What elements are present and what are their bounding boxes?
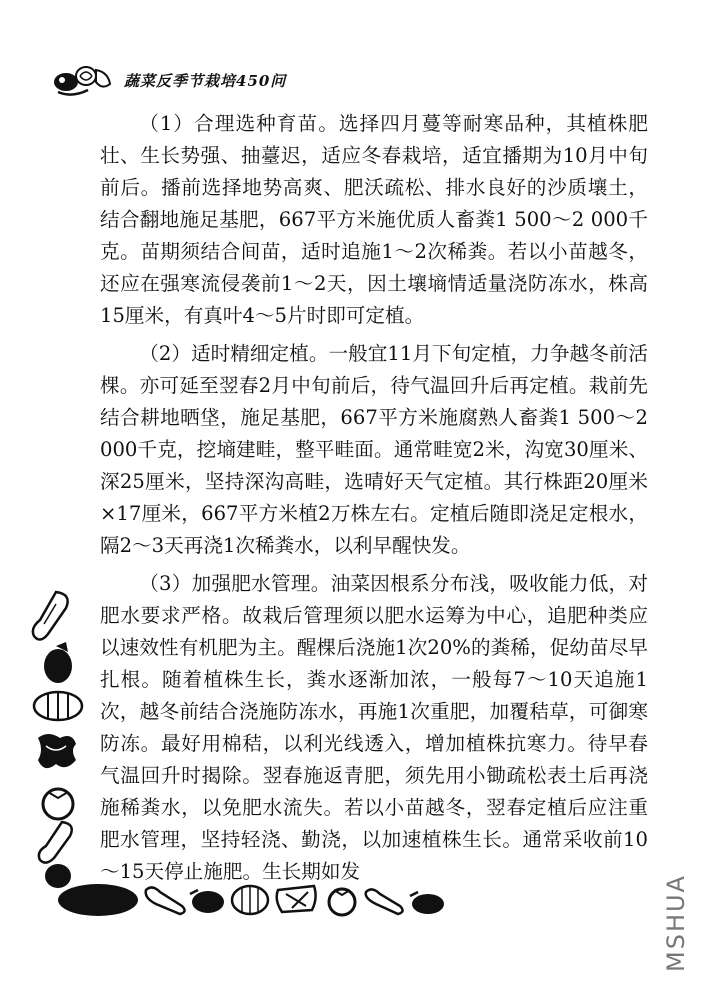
cucumber-icon xyxy=(39,822,72,863)
eggplant-icon xyxy=(410,892,444,914)
eggplant-icon xyxy=(44,642,72,683)
cabbage-icon xyxy=(277,886,316,912)
page-header xyxy=(52,62,452,98)
cabbage-icon xyxy=(38,734,76,768)
cucumber-icon xyxy=(366,889,403,914)
paragraph: （2）适时精细定植。一般宜11月下旬定植，力争越冬前活棵。亦可延至翌春2月中旬前后，待气温回升后再定植。栽前先结合耕地晒垡，施足基肥，667平方米施腐熟人畜粪1 500～2 000千克，挖墒建畦，整平畦面。通常畦宽2米，沟宽30厘米、深25厘米，坚持深沟高畦，选晴好天气定植。其行株距20厘米×17厘米，667平方米植2万株左右。定植后随即浇足定根水，隔2～3天再浇1次稀粪水，以利早醒快发。 xyxy=(100,342,648,557)
bottom-vegetable-decoration xyxy=(56,876,456,922)
book-title: 蔬菜反季节栽培450问 xyxy=(124,71,287,90)
cucumber-icon xyxy=(146,887,185,914)
pumpkin-icon xyxy=(232,886,268,914)
vegetables-logo-icon xyxy=(52,62,116,98)
pumpkin-icon xyxy=(34,692,82,720)
eggplant-icon xyxy=(190,890,224,913)
black-oval-icon xyxy=(58,884,138,916)
side-vegetable-decoration xyxy=(26,590,90,890)
paragraph: （3）加强肥水管理。油菜因根系分布浅，吸收能力低，对肥水要求严格。故栽后管理须以肥水运筹为中心，追肥种类应以速效性有机肥为主。醒棵后浇施1次20%的粪稀，促幼苗尽早扎根。随着植株生长，粪水逐渐加浓，一般每7～10天追施1次，越冬前结合浇施防冻水，再施1次重肥，加覆秸草，可御寒防冻。最好用棉秸，以利光线透入，增加植株抗寒力。待早春气温回升时揭除。翌春施返青肥，须先用小锄疏松表土后再浇施稀粪水，以免肥水流失。若以小苗越冬，翌春定植后应注重肥水管理，坚持轻浇、勤浇，以加速植株生长。通常采收前10～15天停止施肥。生长期如发 xyxy=(100,572,648,883)
watermark-text: MSHUA xyxy=(662,874,691,972)
cucumber-icon xyxy=(33,592,68,640)
tomato-icon xyxy=(329,889,355,915)
watermark xyxy=(662,863,690,983)
tomato-icon xyxy=(43,789,73,819)
paragraph: （1）合理选种育苗。选择四月蔓等耐寒品种，其植株肥壮、生长势强、抽薹迟，适应冬春栽培，适宜播期为10月中旬前后。播前选择地势高爽、肥沃疏松、排水良好的沙质壤土，结合翻地施足基肥，667平方米施优质人畜粪1 500～2 000千克。苗期须结合间苗，适时追施1～2次稀粪。若以小苗越冬，还应在强寒流侵袭前1～2天，因土壤墒情适量浇防冻水，株高15厘米，有真叶4～5片时即可定植。 xyxy=(100,112,648,327)
body-text xyxy=(100,108,648,888)
